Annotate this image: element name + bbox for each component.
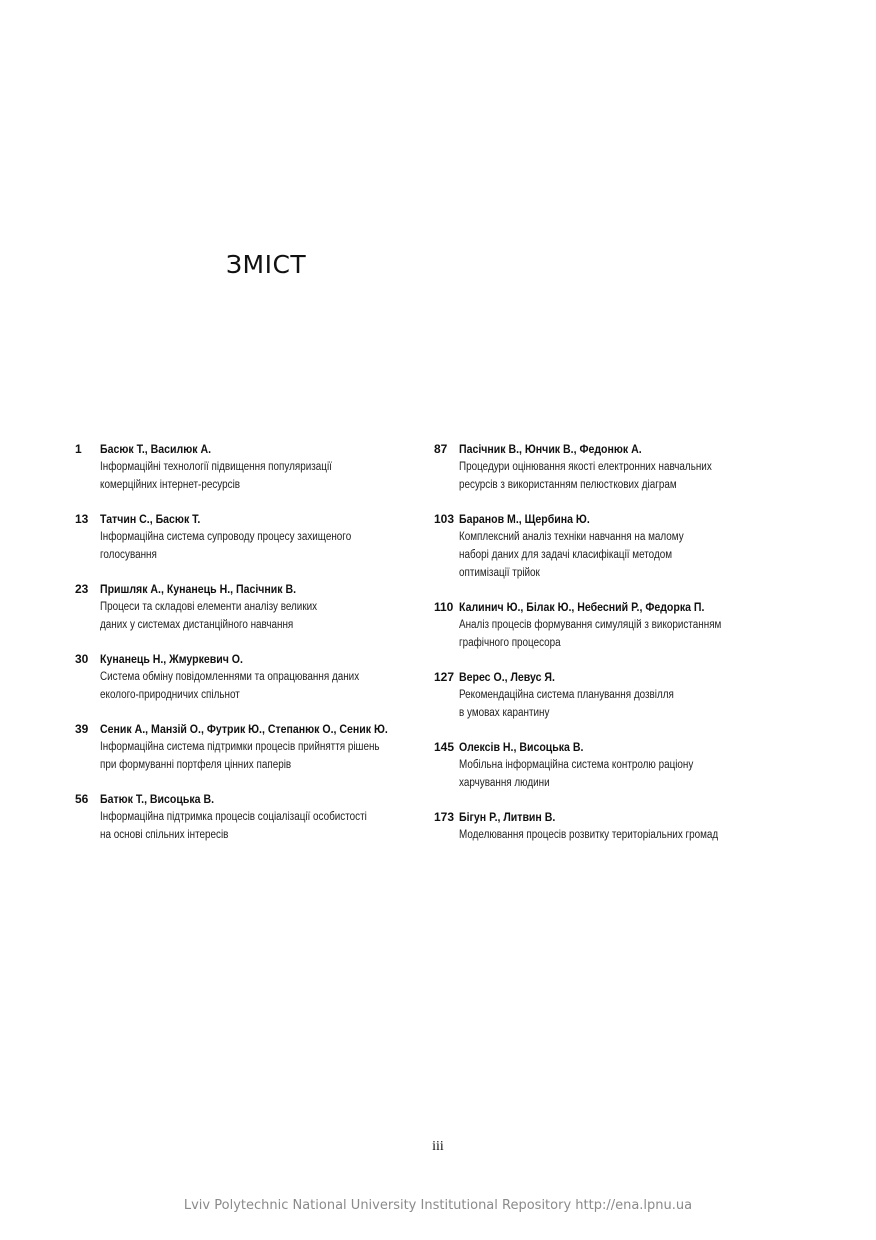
toc-entry <box>75 790 415 844</box>
toc-entry <box>434 510 774 582</box>
toc-entry <box>75 510 415 564</box>
toc-entry-title-line: Інформаційна підтримка процесів соціалізації особистості <box>100 811 367 823</box>
toc-entry-title-line: Система обміну повідомленнями та опрацювання даних <box>100 671 360 683</box>
toc-entry-title-line: Інформаційна система підтримки процесів прийняття рішень <box>100 741 380 753</box>
toc-entry-page: 103 <box>434 512 455 526</box>
toc-entry-page: 1 <box>75 442 82 456</box>
toc-entry <box>434 668 774 722</box>
toc-entry-page: 56 <box>75 792 89 806</box>
toc-entry-title-line: в умовах карантину <box>459 707 550 719</box>
toc-entry-title-line: Процеси та складові елементи аналізу великих <box>100 601 318 613</box>
toc-entry-title-line: при формуванні портфеля цінних паперів <box>100 759 292 771</box>
toc-entry-title-line: ресурсів з використанням пелюсткових діаграм <box>459 479 677 491</box>
toc-entry-title-line: голосування <box>100 549 157 561</box>
toc-entry-authors: Батюк Т., Висоцька В. <box>100 792 215 806</box>
toc-entry <box>434 808 774 844</box>
toc-entry <box>434 738 774 792</box>
toc-entry-page: 145 <box>434 740 455 754</box>
toc-entry-authors: Калинич Ю., Білак Ю., Небесний Р., Федорка П. <box>459 600 705 614</box>
toc-entry-page: 110 <box>434 600 454 614</box>
toc-entry-authors: Сеник А., Манзій О., Футрик Ю., Степанюк О., Сеник Ю. <box>100 722 388 736</box>
toc-entry-title-line: еколого-природничих спільнот <box>100 689 240 701</box>
page-number: iii <box>432 1139 444 1154</box>
toc-entry-authors: Татчин С., Басюк Т. <box>100 512 201 526</box>
toc-entry-authors: Басюк Т., Василюк А. <box>100 442 212 456</box>
toc-entry <box>434 440 774 494</box>
toc-entry-title-line: Комплексний аналіз техніки навчання на малому <box>459 531 684 543</box>
toc-entry <box>75 440 415 494</box>
page-title: ЗМІСТ <box>226 250 307 279</box>
toc-entry-title-line: графічного процесора <box>459 637 561 649</box>
toc-entry-title-line: Моделювання процесів розвитку територіальних громад <box>459 829 719 841</box>
toc-entry-title-line: оптимізації трійок <box>459 567 540 579</box>
toc-entry <box>434 598 774 652</box>
toc-entry-page: 39 <box>75 722 89 736</box>
toc-entry-title-line: даних у системах дистанційного навчання <box>100 619 294 631</box>
toc-entry-page: 13 <box>75 512 89 526</box>
toc-entry-authors: Бігун Р., Литвин В. <box>459 810 556 824</box>
toc-entry-page: 23 <box>75 582 89 596</box>
toc-left-column <box>75 440 415 860</box>
toc-entry-title-line: Інформаційні технології підвищення популяризації <box>100 461 332 473</box>
toc-entry-authors: Верес О., Левус Я. <box>459 670 555 684</box>
toc-entry-authors: Баранов М., Щербина Ю. <box>459 512 590 526</box>
toc-entry-title-line: на основі спільних інтересів <box>100 829 229 841</box>
repository-footer: Lviv Polytechnic National University Institutional Repository http://ena.lpnu.ua <box>183 1198 693 1213</box>
toc-entry-title-line: наборі даних для задачі класифікації методом <box>459 549 673 561</box>
toc-entry-authors: Пасічник В., Юнчик В., Федонюк А. <box>459 442 642 456</box>
toc-entry-title-line: Процедури оцінювання якості електронних навчальних <box>459 461 712 473</box>
toc-entry <box>75 720 415 774</box>
toc-entry-page: 127 <box>434 670 455 684</box>
toc-entry-title-line: комерційних інтернет-ресурсів <box>100 479 241 491</box>
toc-entry-authors: Олексів Н., Висоцька В. <box>459 740 584 754</box>
toc-entry <box>75 650 415 704</box>
toc-entry-title-line: Інформаційна система супроводу процесу захищеного <box>100 531 352 543</box>
toc-entry-page: 87 <box>434 442 448 456</box>
toc-entry-authors: Пришляк А., Кунанець Н., Пасічник В. <box>100 582 297 596</box>
toc-entry-page: 173 <box>434 810 455 824</box>
toc-entry-title-line: харчування людини <box>459 777 550 789</box>
toc-entry <box>75 580 415 634</box>
toc-entry-authors: Кунанець Н., Жмуркевич О. <box>100 652 243 666</box>
toc-entry-title-line: Рекомендаційна система планування дозвілля <box>459 689 674 701</box>
toc-entry-page: 30 <box>75 652 89 666</box>
toc-right-column <box>434 440 774 860</box>
toc-entry-title-line: Мобільна інформаційна система контролю раціону <box>459 759 694 771</box>
toc-entry-title-line: Аналіз процесів формування симуляцій з використанням <box>459 619 722 631</box>
